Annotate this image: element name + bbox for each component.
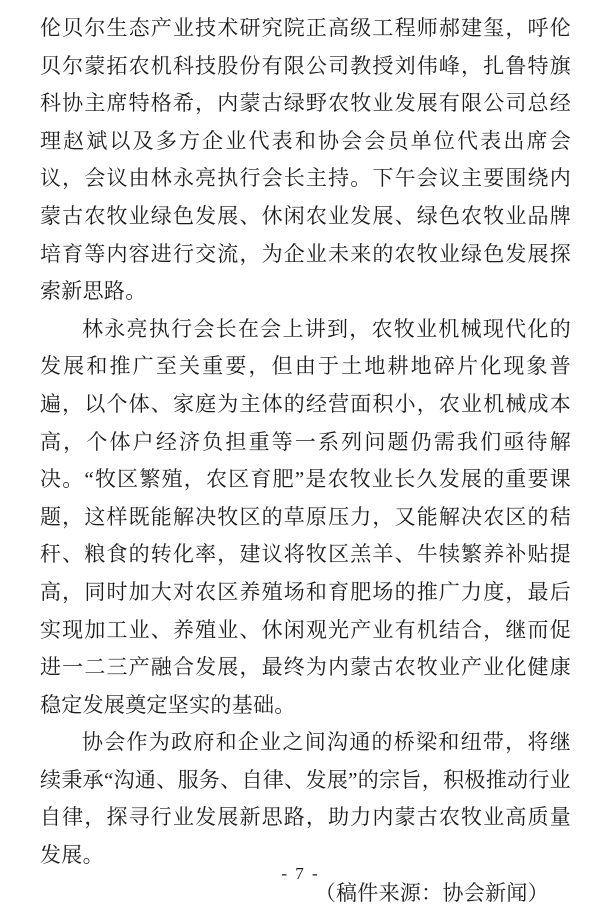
paragraph-3: 协会作为政府和企业之间沟通的桥梁和纽带，将继续秉承“沟通、服务、自律、发展”的宗旨，积极推动行业自律，探寻行业发展新思路，助力内蒙古农牧业高质量发展。 bbox=[40, 730, 571, 868]
document-body bbox=[40, 10, 571, 908]
paragraph-2: 林永亮执行会长在会上讲到，农牧业机械现代化的发展和推广至关重要，但由于土地耕地碎片化现象普遍，以个体、家庭为主体的经营面积小，农业机械成本高，个体户经济负担重等一系列问题仍需我们亟待解决。“牧区繁殖，农区育肥”是农牧业长久发展的重要课题，这样既能解决牧区的草原压力，又能解决农区的秸秆、粮食的转化率，建议将牧区羔羊、牛犊繁养补贴提高，同时加大对农区养殖场和育肥场的推广力度，最后实现加工业、养殖业、休闲观光产业有机结合，继而促进一二三产融合发展，最终为内蒙古农牧业产业化健康稳定发展奠定坚实的基础。 bbox=[40, 316, 571, 717]
page-number: - 7 - bbox=[281, 864, 320, 883]
source-byline: （稿件来源：协会新闻） bbox=[314, 880, 549, 905]
paragraph-1: 伦贝尔生态产业技术研究院正高级工程师郝建玺，呼伦贝尔蒙拓农机科技股份有限公司教授刘伟峰，扎鲁特旗科协主席特格希，内蒙古绿野农牧业发展有限公司总经理赵斌以及多方企业代表和协会会员单位代表出席会议，会议由林永亮执行会长主持。下午会议主要围绕内蒙古农牧业绿色发展、休闲农业发展、绿色农牧业品牌培育等内容进行交流，为企业未来的农牧业绿色发展探索新思路。 bbox=[40, 16, 571, 304]
